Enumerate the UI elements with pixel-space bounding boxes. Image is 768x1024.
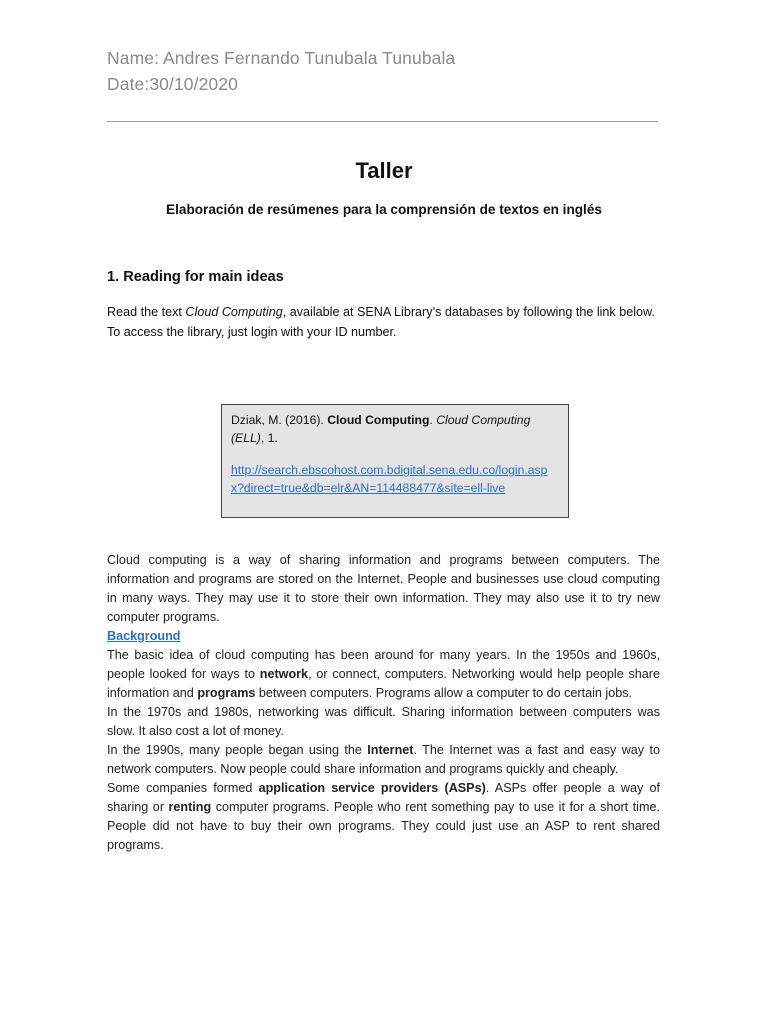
reference-box [221, 404, 569, 518]
bold-term: application service providers (ASPs) [258, 781, 486, 795]
student-name: Name: Andres Fernando Tunubala Tunubala [107, 48, 456, 68]
citation [231, 411, 559, 447]
text-run: Some companies formed [107, 781, 259, 795]
intro-text-pre: Read the text [107, 305, 186, 319]
bold-term: programs [197, 686, 256, 700]
library-link[interactable]: http://search.ebscohost.com.bdigital.sena.edu.co/login.aspx?direct=true&db=elr&AN=114488477&site=ell-live [231, 463, 548, 495]
bold-term: renting [168, 800, 212, 814]
text-run: between computers. Programs allow a computer to do certain jobs. [255, 686, 633, 700]
page-subtitle: Elaboración de resúmenes para la comprensión de textos en inglés [166, 202, 602, 217]
article-paragraph [107, 646, 660, 703]
header-divider [107, 121, 658, 122]
intro-paragraph [107, 302, 659, 342]
article-body [107, 551, 660, 855]
citation-article: Cloud Computing [327, 413, 430, 427]
citation-rest: , 1. [260, 431, 278, 445]
bold-term: network [259, 667, 309, 681]
citation-source: Cloud Computing (ELL) [231, 413, 531, 445]
text-run: In the 1990s, many people began using the [107, 743, 368, 757]
article-paragraph: In the 1970s and 1980s, networking was difficult. Sharing information between computers was slow. It also cost a lot of money. [107, 705, 660, 738]
article-paragraph: Cloud computing is a way of sharing information and programs between computers. The information and programs are stored on the Internet. People and businesses use cloud computing in many ways. They may use it to store their own information. They may also use it to try new computer programs. [107, 553, 660, 624]
intro-text-title: Cloud Computing [185, 305, 283, 319]
bold-term: Internet [367, 743, 414, 757]
text-run: , or connect, computers. Networking would help people share information and [107, 667, 660, 700]
citation-dot: . [429, 413, 437, 427]
article-paragraph [107, 741, 660, 779]
article-paragraph [107, 779, 660, 855]
section-heading: 1. Reading for main ideas [107, 269, 284, 285]
citation-author: Dziak, M. (2016). [231, 413, 328, 427]
text-run: . The Internet was a fast and easy way to network computers. Now people could share information and programs quickly and cheaply. [107, 743, 660, 776]
page-title: Taller [355, 158, 413, 183]
background-link[interactable]: Background [107, 629, 181, 643]
text-run: computer programs. People who rent something pay to use it for a short time. People did not have to buy their own programs. They could just use an ASP to rent shared programs. [107, 800, 660, 852]
text-run: The basic idea of cloud computing has been around for many years. In the 1950s and 1960s, people looked for ways to [107, 648, 660, 681]
intro-text-post: , available at SENA Library’s databases by following the link below. To access the library, just login with your ID number. [107, 305, 655, 339]
date-line: Date:30/10/2020 [107, 74, 238, 94]
text-run: . ASPs offer people a way of sharing or [107, 781, 660, 814]
